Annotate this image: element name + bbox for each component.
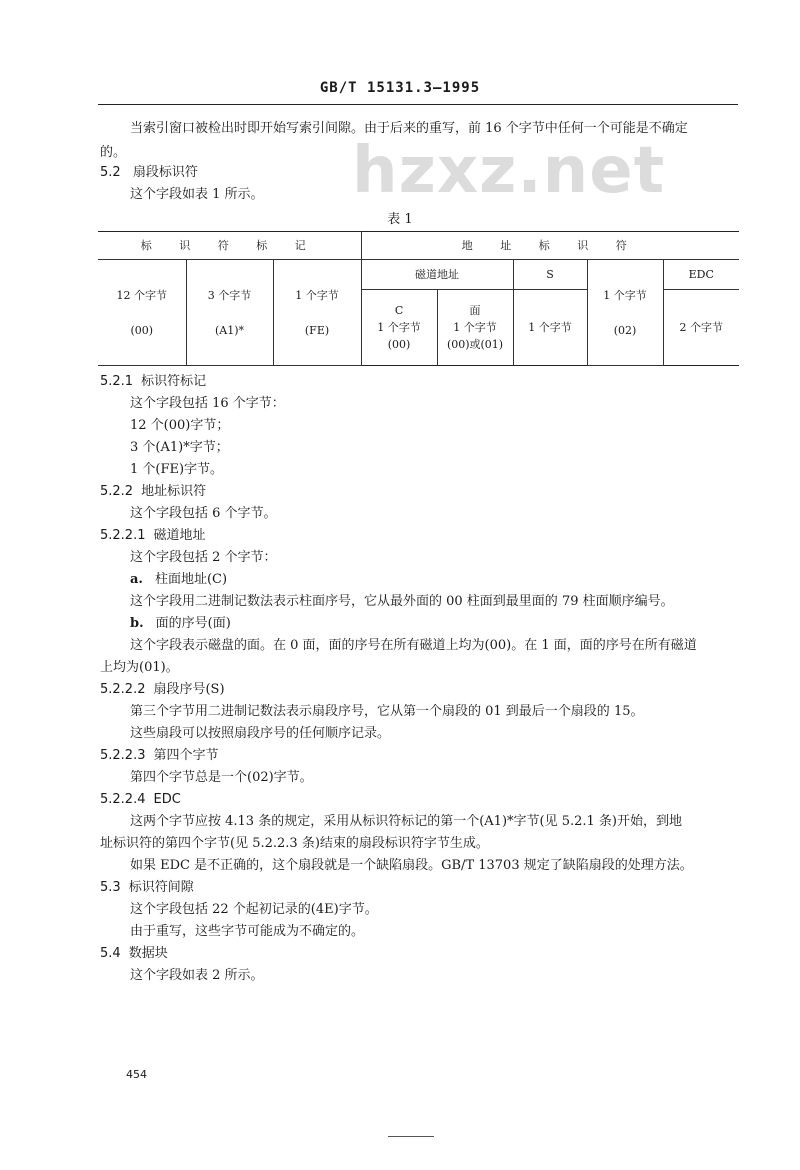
table-cell-1-byte-fe: 1 个字节 (FE) [273, 260, 361, 366]
table-1-caption: 表 1 [387, 212, 413, 227]
section-number: 5.2 [100, 165, 121, 180]
section-5-2-2-3-heading: 5.2.2.3 第四个字节 [100, 748, 219, 763]
s-header: S [513, 260, 587, 290]
section-5-4-line-1: 这个字段如表 2 所示。 [130, 968, 264, 983]
section-5-2-2-4-heading: 5.2.2.4 EDC [100, 792, 181, 807]
item-b-text-1: 这个字段表示磁盘的面。在 0 面，面的序号在所有磁道上均为(00)。在 1 面，面的序号在所有磁道 [130, 638, 697, 653]
section-5-2-text: 这个字段如表 1 所示。 [130, 187, 264, 202]
section-5-2-1-heading: 5.2.1 标识符标记 [100, 374, 207, 389]
section-5-2-2-line-1: 这个字段包括 6 个字节。 [130, 506, 277, 521]
section-5-2-2-2-line-2: 这些扇段可以按照扇段序号的任何顺序记录。 [130, 726, 391, 741]
section-5-3-heading: 5.3 标识符间隙 [100, 880, 194, 895]
section-5-2-2-heading: 5.2.2 地址标识符 [100, 484, 207, 499]
section-5-2-2-4-line-2: 址标识符的第四个字节(见 5.2.2.3 条)结束的扇段标识符字节生成。 [100, 836, 489, 851]
section-5-2-2-3-line-1: 第四个字节总是一个(02)字节。 [130, 770, 313, 785]
section-5-2-1-line-3: 3 个(A1)*字节； [130, 440, 229, 455]
section-5-2-1-line-4: 1 个(FE)字节。 [130, 462, 224, 477]
section-5-2-1-line-2: 12 个(00)字节； [130, 418, 230, 433]
identifier-mark-group-header: 标 识 符 标 记 [98, 232, 361, 260]
table-cell-1-byte-02: 1 个字节 (02) [587, 260, 663, 366]
section-5-2-1-line-1: 这个字段包括 16 个字节： [130, 396, 285, 411]
section-5-2-2-4-line-3: 如果 EDC 是不正确的，这个扇段就是一个缺陷扇段。GB/T 13703 规定了缺陷扇段的处理方法。 [130, 858, 693, 873]
section-5-3-line-1: 这个字段包括 22 个起初记录的(4E)字节。 [130, 902, 378, 917]
page-number: 454 [126, 1068, 147, 1081]
item-b-text-2: 上均为(01)。 [100, 660, 179, 675]
address-identifier-group-header: 地 址 标 识 符 [361, 232, 739, 260]
intro-line-2: 的。 [100, 145, 127, 160]
item-a-heading: a. 柱面地址(C) [130, 572, 228, 587]
footer-rule [388, 1136, 434, 1137]
track-address-header: 磁道地址 [361, 260, 513, 290]
section-5-2-2-2-line-1: 第三个字节用二进制记数法表示扇段序号，它从第一个扇段的 01 到最后一个扇段的 15。 [130, 704, 644, 719]
section-5-2-2-1-line-1: 这个字段包括 2 个字节： [130, 550, 277, 565]
table-cell-side: 面 1 个字节 (00)或(01) [437, 290, 513, 366]
table-cell-edc: 2 个字节 [663, 290, 739, 366]
section-5-2-2-2-heading: 5.2.2.2 扇段序号(S) [100, 682, 225, 697]
table-cell-3-bytes: 3 个字节 (A1)* [186, 260, 273, 366]
intro-line-1: 当索引窗口被检出时即开始写索引间隙。由于后来的重写，前 16 个字节中任何一个可能是不确定 [130, 121, 688, 136]
watermark: hzxz.net [352, 134, 666, 208]
table-cell-sector: 1 个字节 [513, 290, 587, 366]
section-5-2-2-4-line-1: 这两个字节应按 4.13 条的规定，采用从标识符标记的第一个(A1)*字节(见 5.2.1 条)开始，到地 [130, 814, 682, 829]
table-cell-12-bytes: 12 个字节 (00) [98, 260, 186, 366]
section-title: 扇段标识符 [132, 165, 198, 180]
section-5-3-line-2: 由于重写，这些字节可能成为不确定的。 [130, 924, 365, 939]
header-rule [98, 104, 738, 105]
section-5-2-2-1-heading: 5.2.2.1 磁道地址 [100, 528, 206, 543]
section-5-4-heading: 5.4 数据块 [100, 946, 168, 961]
item-a-text: 这个字段用二进制记数法表示柱面序号，它从最外面的 00 柱面到最里面的 79 柱面顺序编号。 [130, 594, 674, 609]
standard-header: GB/T 15131.3—1995 [319, 80, 481, 96]
table-cell-cylinder: C 1 个字节 (00) [361, 290, 437, 366]
table-1 [98, 231, 739, 366]
section-5-2-heading [100, 164, 198, 182]
item-b-heading: b. 面的序号(面) [130, 616, 231, 631]
edc-header: EDC [663, 260, 739, 290]
